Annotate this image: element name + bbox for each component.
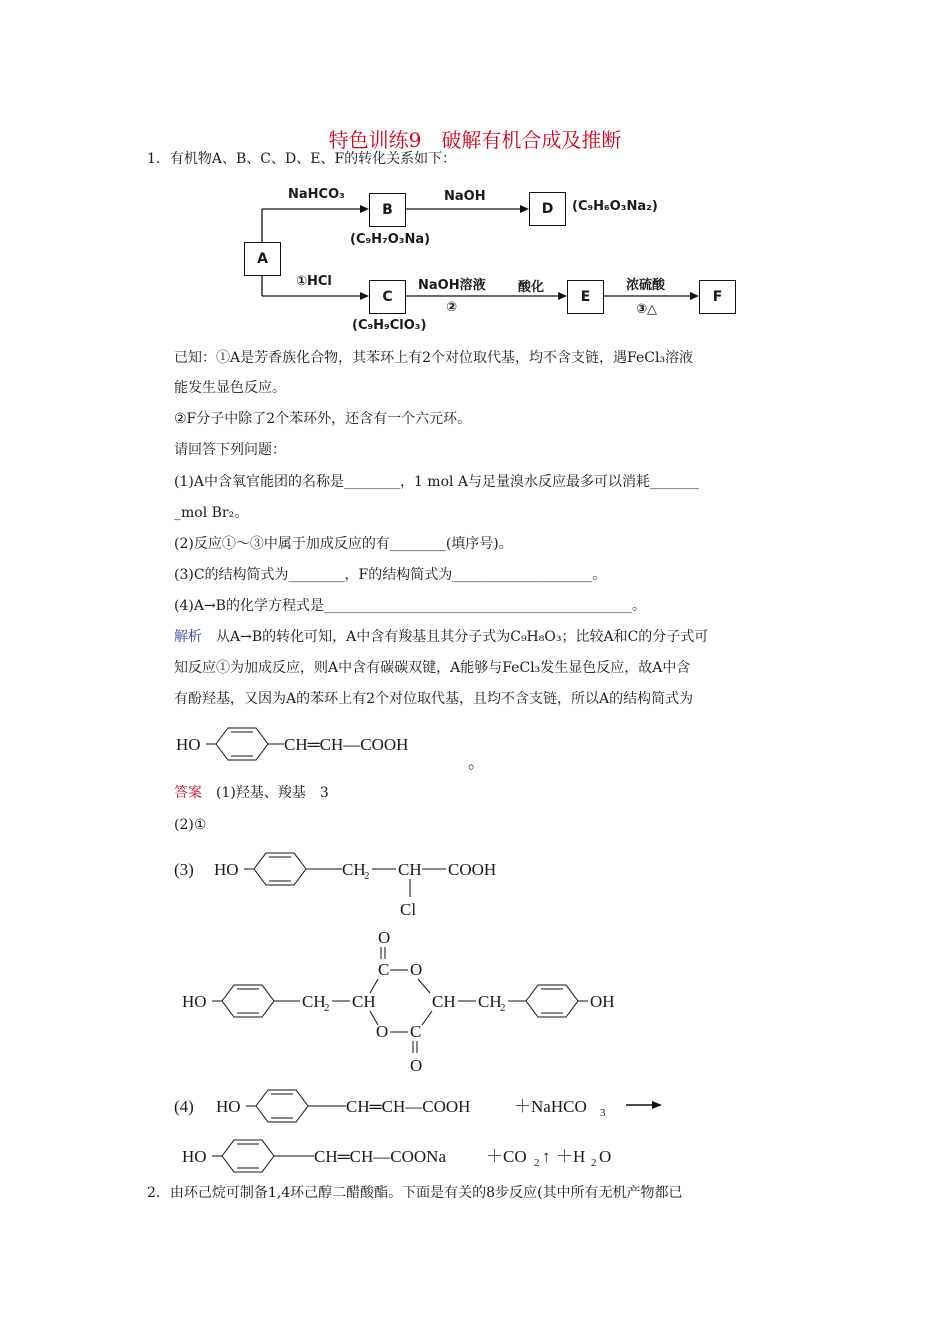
structure-f-ch-left: CH	[352, 992, 376, 1011]
analysis-line-3: 有酚羟基，又因为A的苯环上有2个对位取代基，且均不含支链，所以A的结构简式为	[174, 691, 694, 707]
equation-reagent-sub: 3	[600, 1107, 606, 1119]
sub-question-4: (4)A→B的化学方程式是____________________________________________。	[174, 598, 646, 614]
structure-f-oh-right: OH	[590, 992, 615, 1011]
structure-f-o-ring-top: O	[410, 960, 423, 979]
structure-a-ho: HO	[176, 735, 201, 754]
sub-question-2: (2)反应①～③中属于加成反应的有________(填序号)。	[174, 536, 513, 552]
benzene-ring-icon	[216, 728, 268, 760]
known-1-line-1: 已知：①A是芳香族化合物，其苯环上有2个对位取代基，均不含支链，遇FeCl₃溶液	[174, 350, 694, 366]
structure-f-o-ring-bottom: O	[376, 1022, 389, 1041]
sub-question-1-line-1: (1)A中含氧官能团的名称是________，1 mol A与足量溴水反应最多可以消耗_______	[174, 474, 700, 490]
compound-box-d: D	[529, 192, 566, 226]
compound-box-f: F	[699, 280, 736, 314]
structure-f-o-top: O	[378, 928, 391, 947]
analysis-label: 解析	[174, 629, 202, 645]
answer-text-1: (1)羟基、羧基 3	[202, 785, 329, 801]
analysis-line-2: 知反应①为加成反应，则A中含有碳碳双键，A能够与FeCl₃发生显色反应，故A中含	[174, 660, 691, 676]
sub-question-1-line-2: _mol Br₂。	[174, 505, 249, 521]
product-chain: CH═CH—COONa	[314, 1147, 446, 1166]
formula-d: (C₉H₆O₃Na₂)	[572, 199, 658, 214]
structure-f-o-bottom: O	[410, 1056, 423, 1075]
known-1-line-2: 能发生显色反应。	[174, 380, 286, 396]
structure-f-ho-left: HO	[182, 992, 207, 1011]
structure-a-chain: CH═CH—COOH	[284, 735, 409, 754]
product-water-sub: 2	[591, 1157, 597, 1169]
reagent-hcl: ①HCl	[296, 274, 332, 289]
compound-box-b: B	[369, 193, 406, 227]
question-1-stem: 1．有机物A、B、C、D、E、F的转化关系如下：	[147, 151, 457, 167]
reagent-nahco3: NaHCO₃	[288, 187, 345, 202]
structure-c-ch2-sub: 2	[364, 870, 370, 882]
product-co2: ＋CO	[486, 1147, 527, 1166]
benzene-ring-icon	[256, 1090, 308, 1122]
structure-f-ch2-sub-left: 2	[324, 1002, 330, 1014]
answer-line-2: (2)①	[174, 817, 207, 833]
formula-c: (C₉H₉ClO₃)	[352, 318, 427, 333]
product-water-o: O	[599, 1147, 612, 1166]
product-water: ＋H	[556, 1147, 586, 1166]
structure-c-cl: Cl	[400, 900, 417, 919]
structure-f-c-bottom: C	[410, 1022, 422, 1041]
analysis-line-1	[174, 627, 708, 647]
structure-c-cooh: COOH	[448, 860, 497, 879]
structure-a	[170, 720, 490, 770]
reagent-acidify: 酸化	[518, 280, 545, 295]
step-3-label: ③△	[636, 302, 658, 317]
structure-a-end: 。	[468, 753, 485, 770]
question-2-stem: 2．由环己烷可制备1,4环己醇二醋酸酯。下面是有关的8步反应(其中所有无机产物都已	[147, 1185, 683, 1201]
structure-f-ch2-sub-right: 2	[500, 1002, 506, 1014]
structure-c-ch2: CH	[342, 860, 366, 879]
answer-label: 答案	[174, 785, 202, 801]
structure-f-c-top: C	[378, 960, 390, 979]
reagent-conc-h2so4: 浓硫酸	[626, 278, 666, 293]
reagent-naoh: NaOH	[444, 189, 486, 204]
answer-prompt: 请回答下列问题：	[174, 442, 286, 458]
equation-chain: CH═CH—COOH	[346, 1097, 471, 1116]
page-title: 特色训练9 破解有机合成及推断	[328, 128, 622, 152]
compound-box-c: C	[369, 280, 406, 314]
benzene-ring-icon	[254, 853, 306, 885]
structure-c-ch: CH	[398, 860, 422, 879]
sub-question-3: (3)C的结构简式为________，F的结构简式为____________________。	[174, 567, 607, 583]
equation-num: (4)	[174, 1097, 194, 1116]
product-co2-sub: 2	[534, 1157, 540, 1169]
structure-c-num: (3)	[174, 860, 194, 879]
step-2-label: ②	[446, 300, 458, 315]
equation-reagent: ＋NaHCO	[514, 1097, 587, 1116]
structure-f-ch2-right: CH	[478, 992, 502, 1011]
structure-c-ho: HO	[214, 860, 239, 879]
reagent-naoh-solution: NaOH溶液	[418, 278, 486, 293]
structure-f	[170, 925, 650, 1085]
compound-box-e: E	[567, 280, 604, 314]
benzene-ring-icon	[222, 1140, 274, 1172]
equation-a-to-b	[170, 1088, 690, 1178]
product-ho: HO	[182, 1147, 207, 1166]
gas-up-arrow-icon: ↑	[542, 1147, 551, 1166]
compound-box-a: A	[244, 242, 281, 276]
structure-f-ch-right: CH	[432, 992, 456, 1011]
answer-line-1	[174, 783, 329, 803]
reaction-arrow-icon	[626, 1101, 662, 1109]
analysis-text-1: 从A→B的转化可知，A中含有羧基且其分子式为C₉H₈O₃；比较A和C的分子式可	[202, 629, 709, 645]
benzene-ring-icon	[222, 985, 274, 1017]
structure-c	[170, 845, 530, 920]
benzene-ring-icon	[526, 985, 578, 1017]
known-2: ②F分子中除了2个苯环外，还含有一个六元环。	[174, 411, 472, 427]
structure-f-ch2-left: CH	[302, 992, 326, 1011]
equation-ho: HO	[216, 1097, 241, 1116]
formula-b: (C₉H₇O₃Na)	[350, 232, 431, 247]
